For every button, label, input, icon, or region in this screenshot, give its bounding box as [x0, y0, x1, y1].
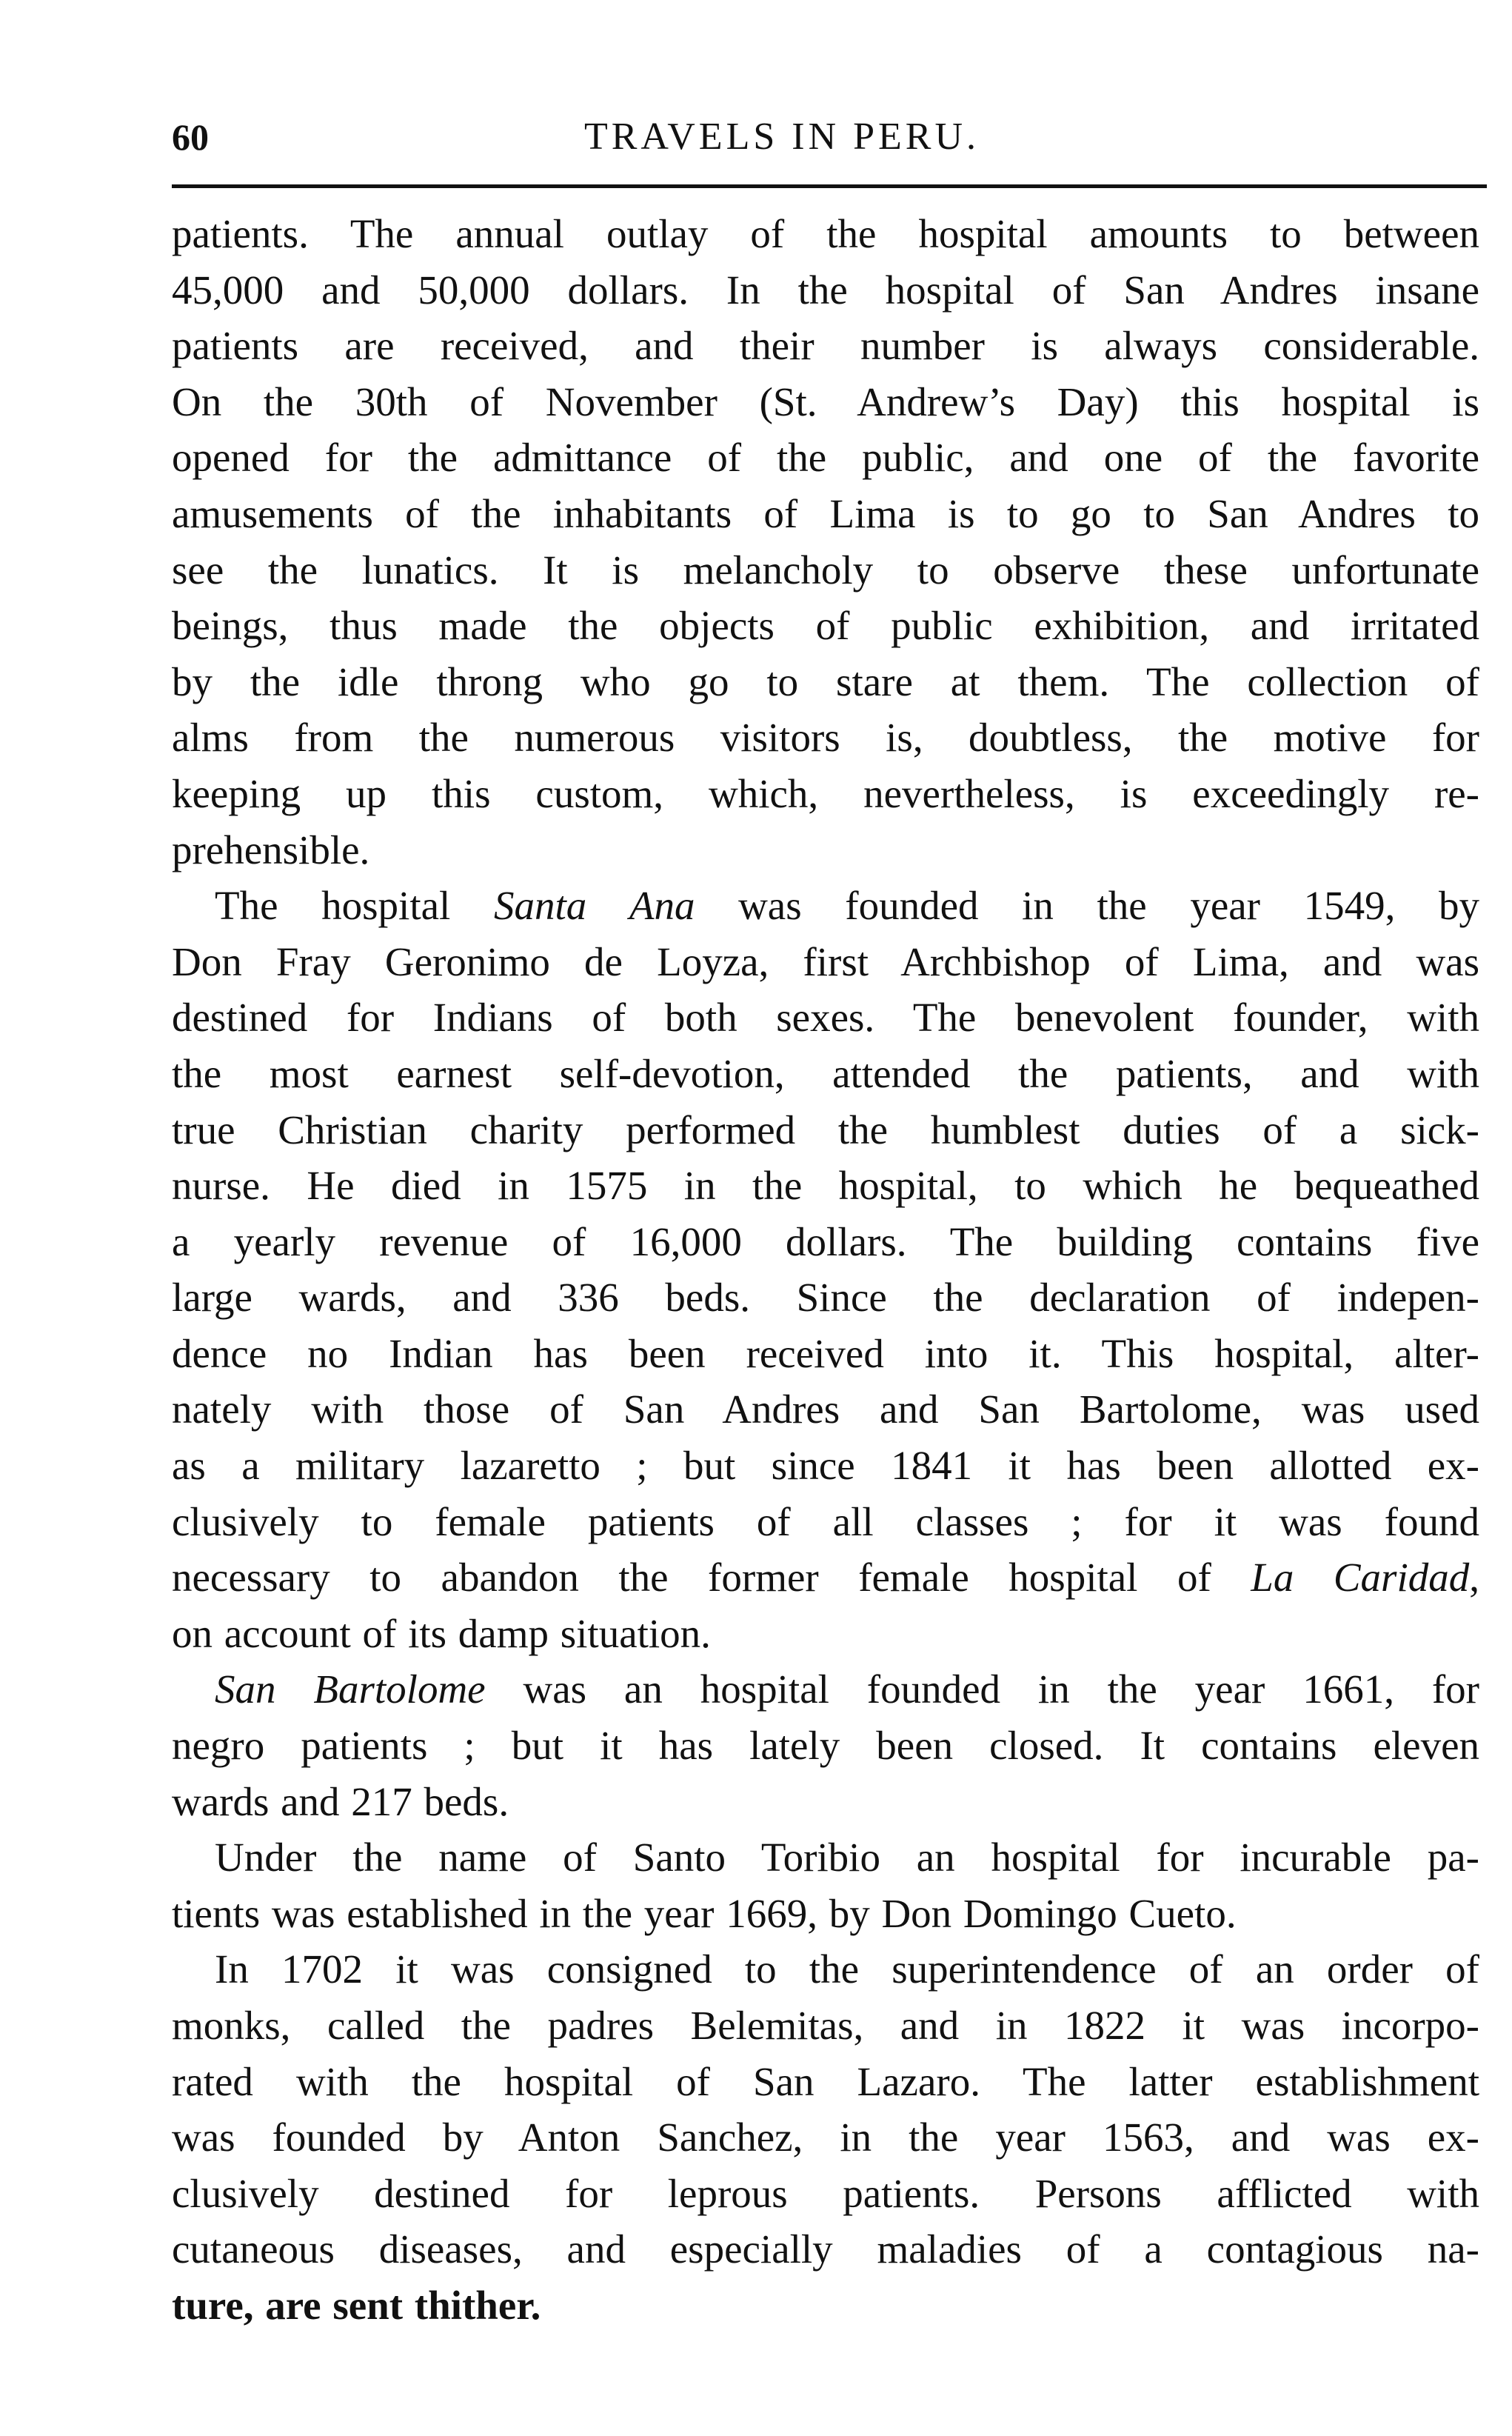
text-line — [172, 262, 1479, 318]
text-line — [172, 710, 1479, 766]
text-segment: by the idle throng who go to stare at them. The collection of — [172, 658, 1479, 704]
text-line — [172, 990, 1479, 1046]
text-segment: , — [1469, 1555, 1479, 1601]
text-segment: keeping up this custom, which, nevertheless, is exceedingly re- — [172, 770, 1479, 816]
text-segment: see the lunatics. It is melancholy to observe these unfortunate — [172, 547, 1479, 593]
text-segment: negro patients ; but it has lately been closed. It contains eleven — [172, 1723, 1479, 1769]
text-segment: cutaneous diseases, and especially maladies of a contagious na- — [172, 2226, 1479, 2272]
text-line — [172, 542, 1479, 598]
header-rule — [172, 184, 1487, 188]
text-line — [172, 822, 1479, 878]
text-line — [172, 934, 1479, 990]
text-segment: monks, called the padres Belemitas, and in 1822 it was incorpo- — [172, 2003, 1479, 2048]
text-segment: the most earnest self-devotion, attended the patients, and with — [172, 1050, 1479, 1096]
text-segment: The hospital — [215, 883, 494, 929]
text-segment: rated with the hospital of San Lazaro. The latter establishment — [172, 2058, 1479, 2104]
text-segment: beings, thus made the objects of public exhibition, and irritated — [172, 603, 1479, 649]
text-line — [172, 2166, 1479, 2222]
text-line — [172, 1046, 1479, 1102]
text-segment: clusively destined for leprous patients. Persons afflicted with — [172, 2170, 1479, 2216]
text-line — [172, 1718, 1479, 1774]
text-segment: as a military lazaretto ; but since 1841 it has been allotted ex- — [172, 1443, 1479, 1489]
italic-text: Santa Ana — [493, 883, 695, 929]
text-segment: prehensible. — [172, 827, 370, 872]
text-line — [172, 2109, 1479, 2166]
text-line — [172, 1549, 1479, 1606]
text-line — [172, 2221, 1479, 2278]
text-segment: dence no Indian has been received into it. This hospital, alter- — [172, 1330, 1479, 1376]
text-line — [172, 1998, 1479, 2054]
text-segment: on account of its damp situation. — [172, 1610, 711, 1656]
text-line — [172, 1158, 1479, 1214]
text-segment: was founded by Anton Sanchez, in the year 1563, and was ex- — [172, 2115, 1479, 2160]
text-line — [172, 1774, 1479, 1830]
text-segment: necessary to abandon the former female hospital of — [172, 1555, 1251, 1601]
text-segment: patients. The annual outlay of the hospital amounts to between — [172, 211, 1479, 256]
text-segment: alms from the numerous visitors is, doubtless, the motive for — [172, 715, 1479, 761]
text-segment: amusements of the inhabitants of Lima is to go to San Andres to — [172, 490, 1479, 536]
text-segment: 45,000 and 50,000 dollars. In the hospital of San Andres insane — [172, 267, 1479, 313]
text-line — [172, 654, 1479, 710]
text-line — [172, 1381, 1479, 1438]
text-segment: a yearly revenue of 16,000 dollars. The building contains five — [172, 1218, 1479, 1264]
text-line — [172, 374, 1479, 430]
text-line — [172, 486, 1479, 542]
text-line — [172, 1606, 1479, 1662]
text-line — [172, 1326, 1479, 1382]
text-line — [172, 1829, 1479, 1886]
text-line — [172, 1661, 1479, 1718]
text-segment: opened for the admittance of the public, and one of the favorite — [172, 435, 1479, 481]
text-segment: true Christian charity performed the humblest duties of a sick- — [172, 1107, 1479, 1152]
text-segment: In 1702 it was consigned to the superintendence of an order of — [215, 1946, 1479, 1992]
text-segment: large wards, and 336 beds. Since the declaration of indepen- — [172, 1275, 1479, 1321]
text-line — [172, 1438, 1479, 1494]
text-line — [172, 2054, 1479, 2110]
text-segment: nurse. He died in 1575 in the hospital, to which he bequeathed — [172, 1163, 1479, 1209]
text-segment: tients was established in the year 1669, by Don Domingo Cueto. — [172, 1890, 1237, 1936]
text-segment: wards and 217 beds. — [172, 1778, 509, 1824]
text-line — [172, 1494, 1479, 1550]
text-line — [172, 1102, 1479, 1158]
text-line — [172, 1269, 1479, 1326]
text-segment: On the 30th of November (St. Andrew’s Day) this hospital is — [172, 378, 1479, 424]
body-text — [172, 206, 1479, 2334]
text-segment: patients are received, and their number is always considerable. — [172, 323, 1479, 369]
text-line — [172, 2278, 1479, 2334]
text-segment: ture, are sent thither. — [172, 2282, 541, 2328]
page-number: 60 — [172, 116, 209, 158]
text-line — [172, 598, 1479, 654]
text-line — [172, 1886, 1479, 1942]
italic-text: San Bartolome — [215, 1666, 486, 1712]
text-line — [172, 1941, 1479, 1998]
text-line — [172, 206, 1479, 262]
running-title: TRAVELS IN PERU. — [583, 116, 980, 158]
text-segment: was an hospital founded in the year 1661, for — [485, 1666, 1479, 1712]
text-segment: nately with those of San Andres and San Bartolome, was used — [172, 1386, 1479, 1432]
text-line — [172, 1214, 1479, 1270]
text-segment: clusively to female patients of all classes ; for it was found — [172, 1498, 1479, 1544]
text-line — [172, 766, 1479, 822]
text-segment: Don Fray Geronimo de Loyza, first Archbishop of Lima, and was — [172, 938, 1479, 984]
text-line — [172, 878, 1479, 934]
text-line — [172, 318, 1479, 374]
italic-text: La Caridad — [1251, 1555, 1470, 1601]
text-segment: destined for Indians of both sexes. The benevolent founder, with — [172, 995, 1479, 1041]
text-segment: was founded in the year 1549, by — [695, 883, 1479, 929]
text-segment: Under the name of Santo Toribio an hospital for incurable pa- — [215, 1835, 1479, 1881]
text-line — [172, 430, 1479, 486]
